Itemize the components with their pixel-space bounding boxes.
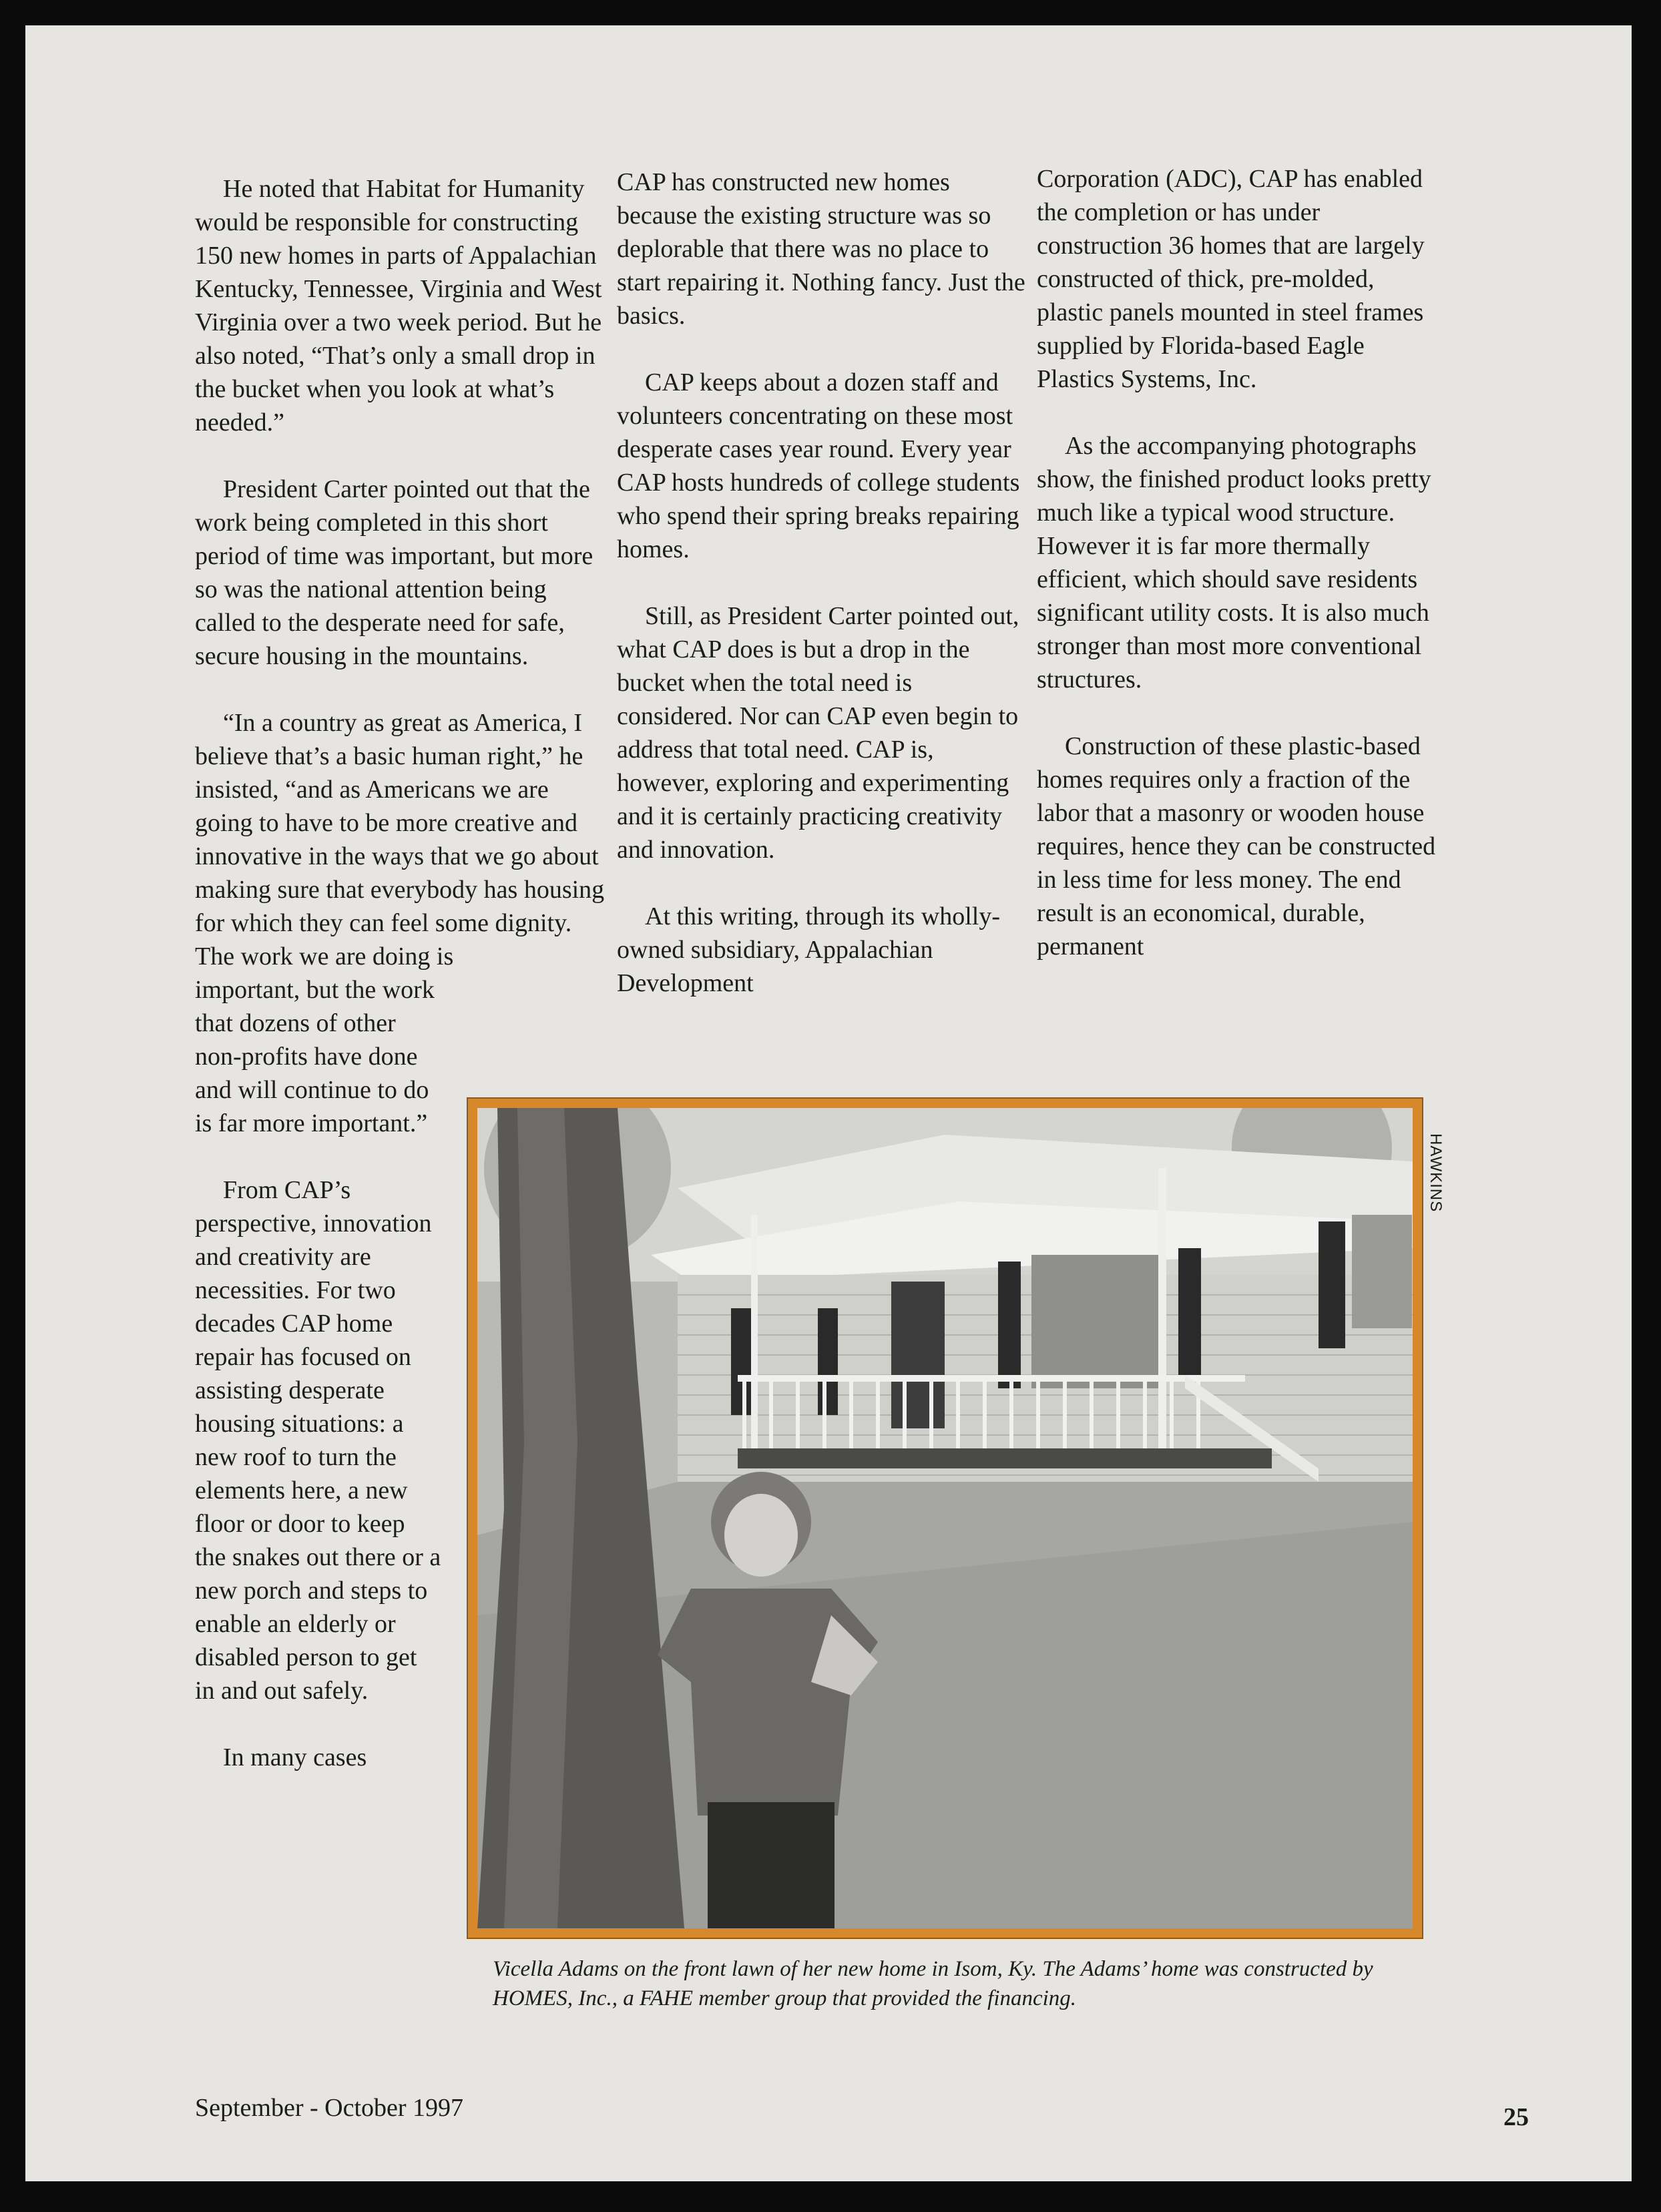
paragraph: From CAP’s perspective, innovation and creativity are necessities. For two decades CAP home repair has focused on assisting desperate housing situations: a new roof to turn the elements here, a new floor or door to keep the snakes out there or a new porch and steps to enable an elderly or disabled person to get in and out safely. [195,1176,441,1705]
paragraph-continued: important, but the work that dozens of other non-profits have done and will continue to do is far more important.” [195,976,435,1137]
photo-caption: Vicella Adams on the front lawn of her new home in Isom, Ky. The Adams’ home was constructed by HOMES, Inc., a FAHE member group that provided the financing. [493,1957,1373,2010]
paragraph-continued: Corporation (ADC), CAP has enabled the completion or has under construction 36 homes that are largely constructed of thick, pre-molded, plastic panels mounted in steel frames supplied by Florida-based Eagle Plastics Systems, Inc. [1037,165,1425,393]
text-column-2 [617,166,1031,1000]
house-photo [477,1108,1413,1928]
photo-credit: HAWKINS [1427,1133,1445,1213]
paragraph: “In a country as great as America, I believe that’s a basic human right,” he insisted, “and as Americans we are going to have to be more creative and innovative in the ways that we go about making sure that everybody has housing for which they can feel some dignity. The work we are doing is [195,709,605,971]
paragraph: President Carter pointed out that the work being completed in this short period of time was important, but more so was the national attention being called to the desperate need for safe, secure housing in the mountains. [195,475,594,670]
text-column-3 [1037,162,1444,963]
issue-date: September - October 1997 [195,2094,464,2122]
paragraph: At this writing, through its wholly-owned subsidiary, Appalachian Development [617,902,1000,997]
photo-illustration [477,1108,1413,1928]
photo-frame [467,1097,1423,1939]
page-number: 25 [1503,2103,1529,2131]
paragraph: Construction of these plastic-based homes requires only a fraction of the labor that a masonry or wooden house requires, hence they can be constructed in less time for less money. The end result is an economical, durable, permanent [1037,732,1436,960]
paragraph: CAP keeps about a dozen staff and volunteers concentrating on these most desperate cases year round. Every year CAP hosts hundreds of college students who spend their spring breaks repairing homes. [617,368,1020,563]
paragraph: He noted that Habitat for Humanity would be responsible for constructing 150 new homes in parts of Appalachian Kentucky, Tennessee, Virginia and West Virginia over a two week period. But he also noted, “That’s only a small drop in the bucket when you look at what’s needed.” [195,175,602,437]
magazine-page [25,25,1632,2181]
narrow-text-block [195,973,442,1774]
paragraph: Still, as President Carter pointed out, what CAP does is but a drop in the bucket when the total need is considered. Nor can CAP even begin to address that total need. CAP is, however, exploring and experimenting and it is certainly practicing creativity and innovation. [617,602,1019,864]
paragraph-continued: CAP has constructed new homes because the existing structure was so deplorable that there was no place to start repairing it. Nothing fancy. Just the basics. [617,168,1025,330]
paragraph: In many cases [223,1743,367,1771]
paragraph: As the accompanying photographs show, the finished product looks pretty much like a typical wood structure. However it is far more thermally efficient, which should save residents significant utility costs. It is also much stronger than most more conventional structures. [1037,432,1431,694]
